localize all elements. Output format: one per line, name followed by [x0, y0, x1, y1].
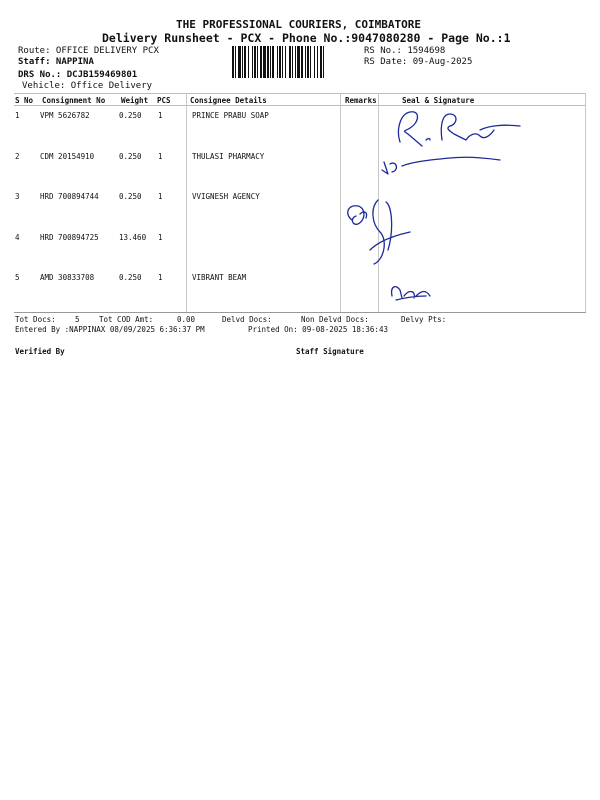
barcode-bar — [282, 46, 283, 78]
rs-number: RS No.: 1594698 — [364, 46, 446, 56]
cell-consignment: HRD 700894744 — [40, 192, 99, 201]
tot-docs-value: 5 — [75, 315, 80, 324]
non-delvd-docs: Non Delvd Docs: — [301, 315, 369, 324]
barcode-bar — [270, 46, 271, 78]
barcode-bar — [244, 46, 246, 78]
col-header-consignment: Consignment No — [42, 96, 106, 105]
barcode-bar — [235, 46, 236, 78]
barcode-bar — [310, 46, 311, 78]
signature-row2 — [382, 157, 500, 174]
handwritten-name-row4: Praveen — [402, 232, 464, 250]
cell-weight: 0.250 — [119, 192, 142, 201]
handwritten-phone-row1: 9677411632 — [440, 142, 530, 158]
cell-consignment: CDM 20154910 — [40, 152, 95, 161]
cell-weight: 13.460 — [119, 233, 147, 242]
barcode-bar — [248, 46, 249, 78]
handwritten-signatures — [330, 100, 570, 320]
cell-pcs: 1 — [158, 233, 163, 242]
cell-consignee: PRINCE PRABU SOAP — [192, 111, 269, 120]
staff-signature-label: Staff Signature — [296, 347, 364, 356]
barcode-bar — [323, 46, 324, 78]
barcode-bar — [277, 46, 278, 78]
delvy-pts: Delvy Pts: — [401, 315, 447, 324]
col-header-seal: Seal & Signature — [402, 96, 475, 105]
cod-value: 0.00 — [177, 315, 196, 324]
cell-consignment: HRD 700894725 — [40, 233, 99, 242]
cell-weight: 0.250 — [119, 152, 142, 161]
cell-weight: 0.250 — [119, 111, 142, 120]
col-header-sno: S No — [15, 96, 34, 105]
barcode-bar — [267, 46, 269, 78]
col-header-weight: Weight — [121, 96, 149, 105]
barcode-bar — [279, 46, 281, 78]
delvd-docs: Delvd Docs: — [222, 315, 272, 324]
cell-consignment: AMD 30833708 — [40, 273, 95, 282]
printed-on: Printed On: 09-08-2025 18:36:43 — [248, 325, 388, 334]
cell-sno: 1 — [15, 111, 20, 120]
barcode-bar — [305, 46, 306, 78]
cell-consignee: VIBRANT BEAM — [192, 273, 247, 282]
handwritten-phone-row4: 80701 02171 — [420, 254, 514, 270]
barcode-bar — [232, 46, 234, 78]
tot-docs-label: Tot Docs: — [15, 315, 56, 324]
signature-row3 — [348, 200, 410, 264]
cell-consignee: THULASI PHARMACY — [192, 152, 265, 161]
table-top-rule — [14, 93, 586, 94]
cell-sno: 4 — [15, 233, 20, 242]
cod-label: Tot COD Amt: — [99, 315, 154, 324]
handwritten-name-row2: Mayae — [382, 168, 415, 179]
barcode-bar — [317, 46, 318, 78]
col-header-remarks: Remarks — [345, 96, 377, 105]
barcode-bar — [238, 46, 241, 78]
col-divider — [186, 93, 187, 312]
signature-row5 — [392, 287, 430, 300]
cell-sno: 5 — [15, 273, 20, 282]
barcode-bar — [285, 46, 286, 78]
col-header-pcs: PCS — [157, 96, 171, 105]
runsheet-subtitle: Delivery Runsheet - PCX - Phone No.:9047080280 - Page No.:1 — [102, 31, 511, 45]
barcode-bar — [257, 46, 258, 78]
cell-pcs: 1 — [158, 152, 163, 161]
cell-pcs: 1 — [158, 192, 163, 201]
verified-by-label: Verified By — [15, 347, 65, 356]
barcode-bar — [289, 46, 291, 78]
cell-pcs: 1 — [158, 111, 163, 120]
signature-row1 — [398, 112, 520, 146]
staff-label: Staff: NAPPINA — [18, 57, 94, 67]
company-title: THE PROFESSIONAL COURIERS, COIMBATORE — [176, 18, 422, 31]
barcode-bar — [320, 46, 322, 78]
barcode-bar — [254, 46, 256, 78]
barcode — [232, 46, 358, 78]
barcode-bar — [297, 46, 300, 78]
vehicle-label: Vehicle: Office Delivery — [22, 81, 153, 91]
barcode-bar — [292, 46, 293, 78]
barcode-bar — [260, 46, 262, 78]
cell-weight: 0.250 — [119, 273, 142, 282]
col-divider — [585, 93, 586, 312]
handwritten-phone-row5: 96723 GE81F — [448, 297, 536, 312]
route-label: Route: OFFICE DELIVERY PCX — [18, 46, 159, 56]
cell-pcs: 1 — [158, 273, 163, 282]
cell-consignee: VVIGNESH AGENCY — [192, 192, 260, 201]
col-header-consignee: Consignee Details — [190, 96, 267, 105]
barcode-bar — [242, 46, 243, 78]
barcode-bar — [307, 46, 309, 78]
handwritten-phone-row2: 98439 7772 — [436, 174, 521, 190]
entered-by: Entered By :NAPPINAX 08/09/2025 6:36:37 PM — [15, 325, 205, 334]
rs-date: RS Date: 09-Aug-2025 — [364, 57, 473, 67]
barcode-bar — [295, 46, 296, 78]
barcode-bar — [272, 46, 274, 78]
barcode-bar — [301, 46, 303, 78]
cell-sno: 3 — [15, 192, 20, 201]
drs-number: DRS No.: DCJB159469801 — [18, 70, 138, 80]
barcode-bar — [263, 46, 266, 78]
barcode-bar — [252, 46, 253, 78]
cell-sno: 2 — [15, 152, 20, 161]
barcode-bar — [314, 46, 315, 78]
cell-consignment: VPM 5626782 — [40, 111, 90, 120]
